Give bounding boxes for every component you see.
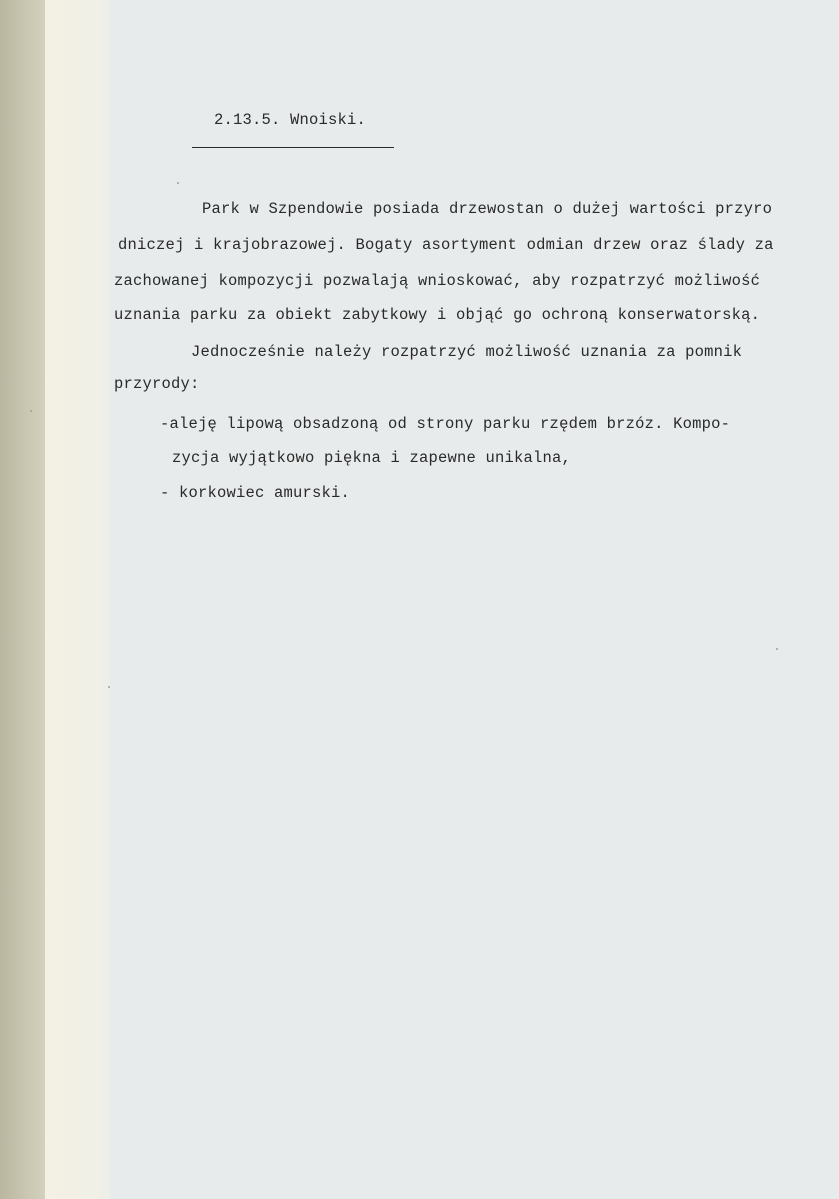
- list-item-2: - korkowiec amurski.: [160, 484, 351, 502]
- paper-speck: [30, 410, 32, 412]
- list-item-1-line-1: -aleję lipową obsadzoną od strony parku rzędem brzóz. Kompo-: [160, 415, 731, 433]
- paper-speck: [776, 648, 778, 650]
- scanner-edge: [0, 0, 45, 1199]
- page-underlay: [45, 0, 115, 1199]
- text-line-4: uznania parku za obiekt zabytkowy i objąć go ochroną konserwatorską.: [114, 306, 761, 324]
- paper-speck: [108, 686, 110, 688]
- text-line-2: dniczej i krajobrazowej. Bogaty asortyment odmian drzew oraz ślady za: [118, 236, 774, 254]
- section-heading: 2.13.5. Wnoiski.: [214, 111, 367, 129]
- text-line-5: Jednocześnie należy rozpatrzyć możliwość uznania za pomnik: [191, 343, 743, 361]
- text-line-6: przyrody:: [114, 375, 200, 393]
- list-item-1-line-2: zycja wyjątkowo piękna i zapewne unikalna,: [172, 449, 572, 467]
- text-line-1: Park w Szpendowie posiada drzewostan o dużej wartości przyro: [202, 200, 773, 218]
- document-page: [110, 0, 839, 1199]
- heading-underline: [192, 147, 394, 148]
- text-line-3: zachowanej kompozycji pozwalają wnioskować, aby rozpatrzyć możliwość: [114, 272, 761, 290]
- paper-speck: [177, 182, 179, 184]
